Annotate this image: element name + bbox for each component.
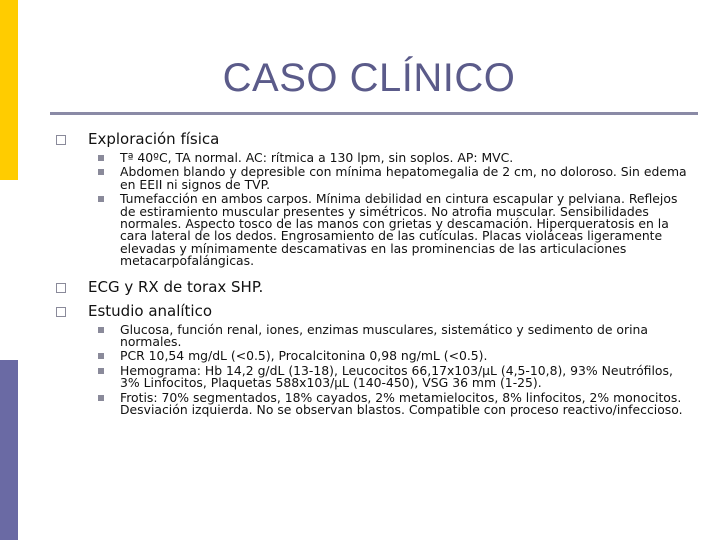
list-item [98, 166, 696, 191]
sidebar-band-purple [0, 360, 18, 540]
section-heading-text: Exploración física [88, 130, 220, 148]
list-item-text: PCR 10,54 mg/dL (<0.5), Procalcitonina 0,98 ng/mL (<0.5). [120, 348, 488, 364]
square-bullet-icon [98, 368, 104, 374]
square-bullet-icon [98, 196, 104, 202]
list-item-text: Abdomen blando y depresible con mínima hepatomegalia de 2 cm, no doloroso. Sin edema en EEII ni signos de TVP. [120, 164, 687, 192]
square-outline-bullet-icon [56, 307, 66, 317]
section-heading-ecg [56, 278, 696, 296]
list-item [98, 362, 696, 391]
square-outline-bullet-icon [56, 135, 66, 145]
square-bullet-icon [98, 395, 104, 401]
square-bullet-icon [98, 155, 104, 161]
list-item-text: Glucosa, función renal, iones, enzimas musculares, sistemático y sedimento de orina normales. [120, 321, 648, 350]
list-item-text: Frotis: 70% segmentados, 18% cayados, 2% metamielocitos, 8% linfocitos, 2% monocitos. Desviación izquierda. No se observan blastos. Compatible con proceso reactivo/infeccioso. [120, 389, 683, 418]
square-bullet-icon [98, 353, 104, 359]
sidebar-accent [0, 0, 18, 540]
list-item [98, 389, 696, 418]
list-item [98, 193, 696, 267]
list-item [98, 321, 696, 350]
list-item-text: Hemograma: Hb 14,2 g/dL (13-18), Leucocitos 66,17x103/µL (4,5-10,8), 93% Neutrófilos, 3% Linfocitos, Plaquetas 588x103/µL (140-450), VSG 36 mm (1-25). [120, 362, 673, 391]
list-item [98, 350, 696, 362]
list-item-text: Tª 40ºC, TA normal. AC: rítmica a 130 lpm, sin soplos. AP: MVC. [120, 150, 514, 165]
list-item-text: Tumefacción en ambos carpos. Mínima debilidad en cintura escapular y pelviana. Reflejos de estiramiento muscular presentes y simétricos. No atrofia muscular. Sensibilidades normales. Aspecto tosco de las manos con grietas y descamación. Hiperqueratosis en la cara lateral de los dedos. Engrosamiento de las cutículas. Placas violáceas ligeramente elevadas y mínimamente descamativas en las prominencias de las articulaciones metacarpofalángicas. [120, 191, 678, 269]
section-items-estudio [56, 321, 696, 418]
slide-title: CASO CLÍNICO [222, 56, 516, 100]
section-items-exploracion [56, 152, 696, 268]
section-heading-estudio [56, 302, 696, 320]
section-heading-text: Estudio analítico [88, 301, 213, 320]
square-bullet-icon [98, 169, 104, 175]
title-divider [50, 112, 698, 115]
section-heading-exploracion [56, 130, 696, 148]
square-outline-bullet-icon [56, 283, 66, 293]
slide-content [56, 130, 696, 421]
square-bullet-icon [98, 327, 104, 333]
sidebar-band-yellow [0, 0, 18, 180]
list-item [98, 152, 696, 164]
section-heading-text: ECG y RX de torax SHP. [88, 277, 264, 296]
sidebar-band-white [0, 180, 18, 360]
